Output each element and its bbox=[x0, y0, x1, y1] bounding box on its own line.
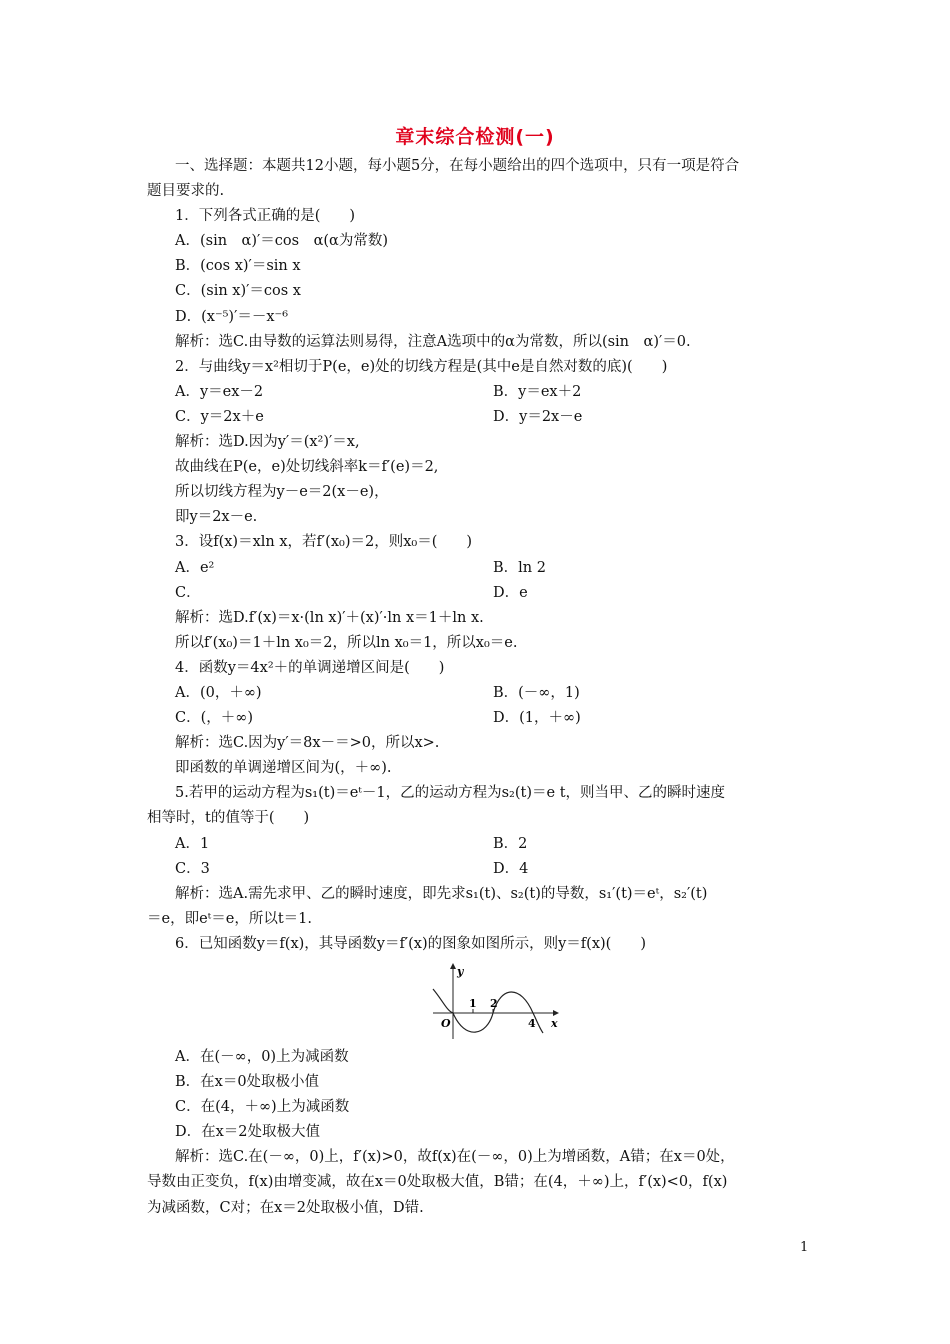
option-row bbox=[147, 556, 807, 581]
text-line: 1．下列各式正确的是( ) bbox=[175, 208, 356, 225]
origin-label: O bbox=[441, 1017, 451, 1030]
text-line: 解析：选A.需先求甲、乙的瞬时速度，即先求s₁(t)、s₂(t)的导数，s₁′(t)＝eᵗ，s₂′(t) bbox=[175, 885, 708, 902]
text-line: 解析：选C.由导数的运算法则易得，注意A选项中的α为常数，所以(sin α)′＝0. bbox=[175, 333, 691, 350]
text-line: 一、选择题：本题共12小题，每小题5分，在每小题给出的四个选项中，只有一项是符合 bbox=[175, 158, 740, 174]
option-left: A．(0，＋∞) bbox=[175, 684, 262, 701]
option-left: C．3 bbox=[175, 860, 210, 877]
text-line: 为减函数，C对；在x＝2处取极小值，D错. bbox=[147, 1199, 424, 1216]
tick-2-label: 2 bbox=[490, 997, 498, 1010]
option-right: B．ln 2 bbox=[493, 559, 546, 576]
x-axis-arrow bbox=[553, 1010, 559, 1016]
y-axis-arrow bbox=[450, 963, 456, 969]
text-line: A．在(－∞，0)上为减函数 bbox=[175, 1049, 349, 1065]
page-title: 章末综合检测(一) bbox=[395, 126, 555, 148]
option-right: D．e bbox=[493, 584, 528, 601]
option-left: A．1 bbox=[175, 835, 210, 852]
option-row bbox=[147, 681, 807, 706]
document-body bbox=[147, 154, 807, 1221]
option-left: C．y＝2x＋e bbox=[175, 408, 264, 425]
option-left: A．e² bbox=[175, 559, 215, 576]
option-row bbox=[147, 706, 807, 731]
text-line: A．(sin α)′＝cos α(α为常数) bbox=[175, 233, 388, 250]
option-row bbox=[147, 857, 807, 882]
text-line: 6．已知函数y＝f(x)，其导函数y＝f′(x)的图象如图所示，则y＝f(x)( ) bbox=[175, 935, 646, 952]
text-line: 解析：选C.因为y′＝8x－＝>0，所以x>. bbox=[175, 735, 440, 752]
option-row bbox=[147, 405, 807, 430]
text-line: 所以切线方程为y－e＝2(x－e)， bbox=[175, 484, 389, 501]
text-line: 解析：选D.f′(x)＝x·(ln x)′＋(x)′·ln x＝1＋ln x. bbox=[175, 609, 484, 626]
page-number: 1 bbox=[800, 1240, 809, 1255]
option-right: B．(－∞，1) bbox=[493, 684, 580, 701]
y-axis-label: y bbox=[457, 965, 464, 978]
option-right: D．(1，＋∞) bbox=[493, 710, 581, 727]
option-row bbox=[147, 832, 807, 857]
text-line: 所以f′(x₀)＝1＋ln x₀＝2，所以ln x₀＝1，所以x₀＝e. bbox=[175, 634, 518, 651]
x-axis-label: x bbox=[551, 1017, 558, 1030]
text-line: D．在x＝2处取极大值 bbox=[175, 1124, 321, 1141]
text-line: C．(sin x)′＝cos x bbox=[175, 283, 301, 300]
text-line: 4．函数y＝4x²＋的单调递增区间是( ) bbox=[175, 659, 445, 676]
option-left: A．y＝ex－2 bbox=[175, 383, 264, 400]
derivative-graph-figure bbox=[147, 957, 807, 1045]
text-line: 解析：选C.在(－∞，0)上，f′(x)>0，故f(x)在(－∞，0)上为增函数，A错；在x＝0处， bbox=[175, 1149, 735, 1166]
option-right: D．4 bbox=[493, 860, 529, 877]
option-left: C． bbox=[175, 584, 201, 601]
derivative-graph bbox=[429, 961, 559, 1041]
option-right: B．2 bbox=[493, 835, 528, 852]
option-right: D．y＝2x－e bbox=[493, 408, 583, 425]
text-line: 5.若甲的运动方程为s₁(t)＝eᵗ－1，乙的运动方程为s₂(t)＝e t，则当甲、乙的瞬时速度 bbox=[175, 785, 726, 802]
text-line: C．在(4，＋∞)上为减函数 bbox=[175, 1099, 350, 1116]
text-line: B．(cos x)′＝sin x bbox=[175, 258, 301, 275]
tick-1-label: 1 bbox=[469, 997, 477, 1010]
text-line: B．在x＝0处取极小值 bbox=[175, 1074, 320, 1091]
text-line: 导数由正变负，f(x)由增变减，故在x＝0处取极大值，B错；在(4，＋∞)上，f′(x)<0，f(x) bbox=[147, 1174, 728, 1191]
text-line: 即y＝2x－e. bbox=[175, 509, 258, 526]
option-row bbox=[147, 380, 807, 405]
text-line: D．(x⁻⁵)′＝－x⁻⁶ bbox=[175, 308, 289, 325]
tick-4-label: 4 bbox=[528, 1017, 536, 1030]
text-line: 解析：选D.因为y′＝(x²)′＝x, bbox=[175, 434, 360, 451]
text-line: 3．设f(x)＝xln x，若f′(x₀)＝2，则x₀＝( ) bbox=[175, 534, 473, 551]
option-row bbox=[147, 581, 807, 606]
text-line: ＝e，即eᵗ＝e，所以t＝1. bbox=[147, 910, 312, 927]
text-line: 即函数的单调递增区间为(，＋∞). bbox=[175, 760, 392, 777]
text-line: 故曲线在P(e，e)处切线斜率k＝f′(e)＝2, bbox=[175, 459, 439, 476]
option-left: C．(，＋∞) bbox=[175, 710, 253, 727]
text-line: 2．与曲线y＝x²相切于P(e，e)处的切线方程是(其中e是自然对数的底)( ) bbox=[175, 358, 668, 375]
option-right: B．y＝ex＋2 bbox=[493, 383, 582, 400]
text-line: 题目要求的. bbox=[147, 183, 225, 200]
text-line: 相等时，t的值等于( ) bbox=[147, 810, 310, 827]
